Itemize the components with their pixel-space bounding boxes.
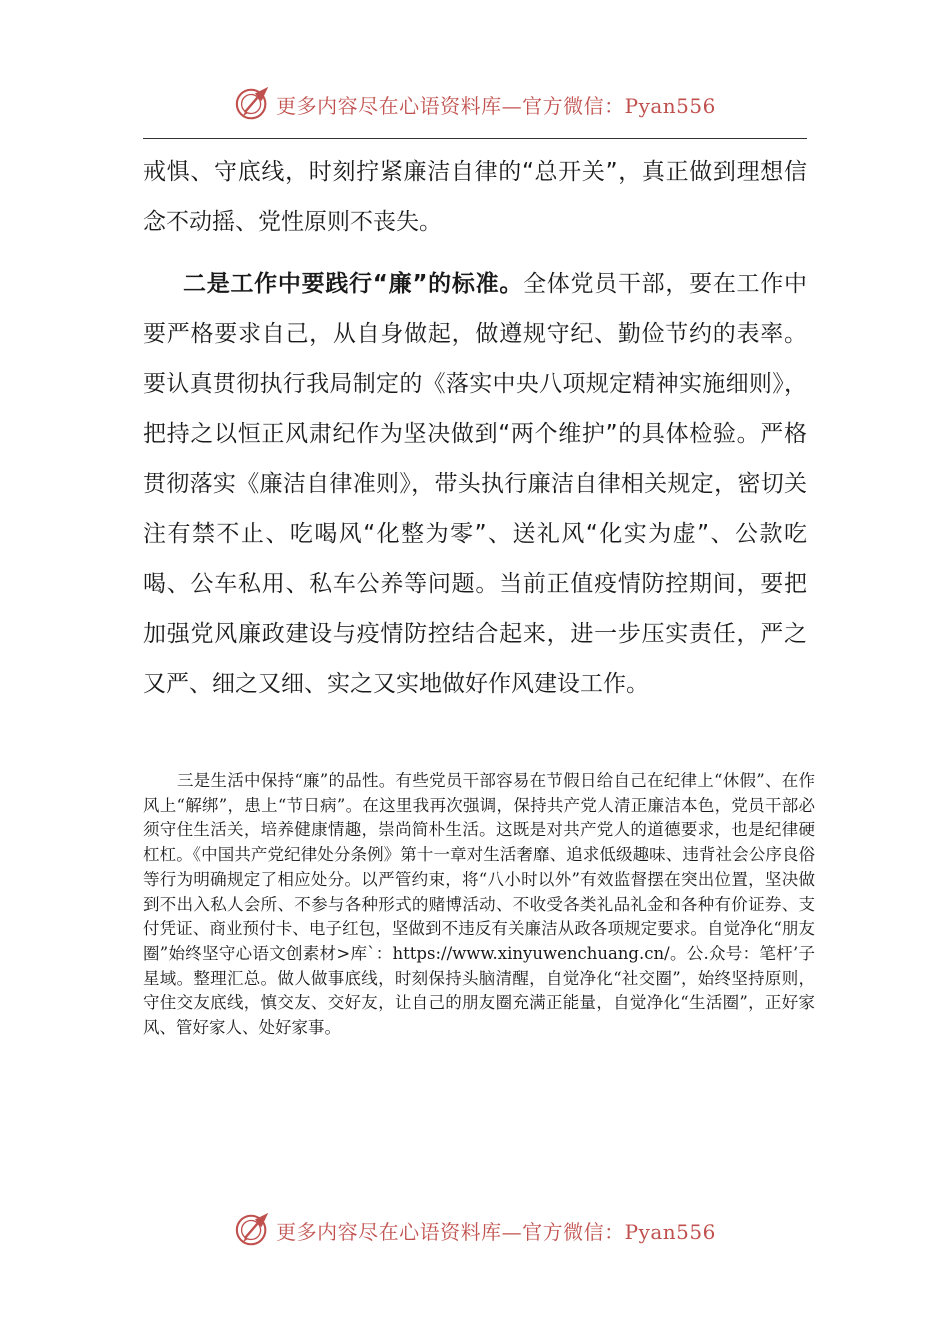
header-divider: [143, 138, 807, 139]
paragraph-2-heading: 二是工作中要践行“廉”的标准。: [183, 271, 524, 297]
paragraph-1: 戒惧、守底线，时刻拧紧廉洁自律的“总开关”，真正做到理想信念不动摇、党性原则不丧失。: [143, 159, 807, 235]
paragraph-3: 三是生活中保持“廉”的品性。有些党员干部容易在节假日给自己在纪律上“休假”、在作风上“解绑”，患上“节日病”。在这里我再次强调，保持共产党人清正廉洁本色，党员干部必须守住生活关，培养健康情趣，崇尚简朴生活。这既是对共产党人的道德要求，也是纪律硬杠杠。《中国共产党纪律处分条例》第十一章对生活奢靡、追求低级趣味、违背社会公序良俗等行为明确规定了相应处分。以严管约束，将“八小时以外”有效监督摆在突出位置，坚决做到不出入私人会所、不参与各种形式的赌博活动、不收受各类礼品礼金和各种有价证券、支付凭证、商业预付卡、电子红包，坚做到不违反有关廉洁从政各项规定要求。自觉净化“朋友圈”始终坚守心语文创素材>库`：https://www.xinyuwenchuang.cn/。公.众号：笔杆’子星域。整理汇总。做人做事底线，时刻保持头脑清醒，自觉净化“社交圈”，始终坚持原则，守住交友底线，慎交友、交好友，让自己的朋友圈充满正能量，自觉净化“生活圈”，正好家风、管好家人、处好家事。: [143, 771, 815, 1038]
header-banner: [0, 84, 950, 124]
paragraph-2-body: 全体党员干部，要在工作中要严格要求自己，从自身做起，做遵规守纪、勤俭节约的表率。要认真贯彻执行我局制定的《落实中央八项规定精神实施细则》，把持之以恒正风肃纪作为坚决做到“两个维护”的具体检验。严格贯彻落实《廉洁自律准则》，带头执行廉洁自律相关规定，密切关注有禁不止、吃喝风“化整为零”、送礼风“化实为虚”、公款吃喝、公车私用、私车公养等问题。当前正值疫情防控期间，要把加强党风廉政建设与疫情防控结合起来，进一步压实责任，严之又严、细之又细、实之又实地做好作风建设工作。: [143, 271, 808, 697]
footer-banner-text: 更多内容尽在心语资料库—官方微信：Pyan556: [276, 1219, 716, 1244]
footer-banner: [0, 1210, 950, 1250]
pen-logo-icon: [234, 1211, 272, 1249]
paragraph-2: [143, 259, 807, 709]
pen-logo-icon: [234, 85, 272, 123]
header-banner-text: 更多内容尽在心语资料库—官方微信：Pyan556: [276, 93, 716, 118]
